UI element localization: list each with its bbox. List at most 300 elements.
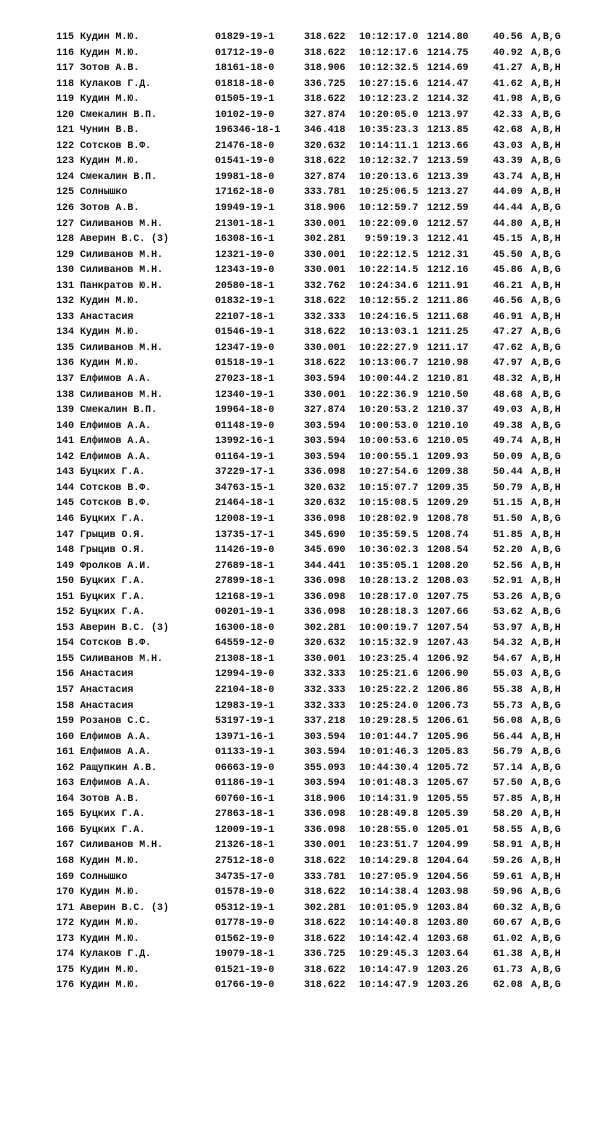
speed-value: 1211.68 <box>427 310 469 322</box>
arrival-time: 10:15:32.9 <box>359 637 419 649</box>
speed-value: 1205.83 <box>427 746 469 758</box>
participant-name: Анастасия <box>80 683 134 695</box>
arrival-time: 10:35:59.5 <box>359 528 419 540</box>
ring-number: 22104-18-0 <box>215 683 275 695</box>
table-row <box>0 651 600 667</box>
class-letters: A,B,G <box>531 46 561 58</box>
arrival-time: 10:00:44.2 <box>359 373 419 385</box>
participant-name: Силиванов М.Н. <box>80 341 163 353</box>
distance-value: 303.594 <box>304 419 346 431</box>
participant-name: Силиванов М.Н. <box>80 839 163 851</box>
speed-value: 1208.54 <box>427 544 469 556</box>
ring-number: 01521-19-0 <box>215 963 275 975</box>
ring-number: 01832-19-1 <box>215 295 275 307</box>
participant-name: Сотсков В.Ф. <box>80 481 152 493</box>
distance-value: 336.725 <box>304 948 346 960</box>
speed-value: 1209.93 <box>427 450 469 462</box>
participant-name: Анастасия <box>80 699 134 711</box>
percent-value: 59.61 <box>493 870 523 882</box>
class-letters: A,B,H <box>531 528 561 540</box>
place-number: 175 <box>56 963 74 975</box>
speed-value: 1208.74 <box>427 528 469 540</box>
distance-value: 303.594 <box>304 730 346 742</box>
participant-name: Елфимов А.А. <box>80 746 152 758</box>
distance-value: 318.622 <box>304 979 346 991</box>
participant-name: Силиванов М.Н. <box>80 217 163 229</box>
place-number: 158 <box>56 699 74 711</box>
class-letters: A,B,G <box>531 746 561 758</box>
arrival-time: 10:01:05.9 <box>359 901 419 913</box>
class-letters: A,B,G <box>531 31 561 42</box>
table-row <box>0 869 600 885</box>
speed-value: 1214.47 <box>427 77 469 89</box>
speed-value: 1203.80 <box>427 917 469 929</box>
percent-value: 41.27 <box>493 62 523 74</box>
participant-name: Анастасия <box>80 668 134 680</box>
ring-number: 16300-18-0 <box>215 621 275 633</box>
class-letters: A,B,G <box>531 295 561 307</box>
place-number: 157 <box>56 683 74 695</box>
percent-value: 56.44 <box>493 730 523 742</box>
participant-name: Грыцив О.Я. <box>80 528 146 540</box>
table-row <box>0 464 600 480</box>
distance-value: 303.594 <box>304 777 346 789</box>
place-number: 170 <box>56 886 74 898</box>
distance-value: 330.001 <box>304 652 346 664</box>
percent-value: 50.79 <box>493 481 523 493</box>
percent-value: 55.03 <box>493 668 523 680</box>
place-number: 152 <box>56 606 74 618</box>
speed-value: 1205.96 <box>427 730 469 742</box>
arrival-time: 10:13:03.1 <box>359 326 419 338</box>
class-letters: A,B,G <box>531 823 561 835</box>
place-number: 155 <box>56 652 74 664</box>
participant-name: Силиванов М.Н. <box>80 652 163 664</box>
ring-number: 27899-18-1 <box>215 575 275 587</box>
arrival-time: 10:28:18.3 <box>359 606 419 618</box>
class-letters: A,B,G <box>531 761 561 773</box>
arrival-time: 10:27:05.9 <box>359 870 419 882</box>
ring-number: 01186-19-1 <box>215 777 275 789</box>
speed-value: 1212.16 <box>427 264 469 276</box>
percent-value: 56.08 <box>493 715 523 727</box>
table-row <box>0 449 600 465</box>
ring-number: 20580-18-1 <box>215 279 275 291</box>
ring-number: 27863-18-1 <box>215 808 275 820</box>
percent-value: 42.33 <box>493 108 523 120</box>
table-row <box>0 698 600 714</box>
participant-name: Сотсков В.Ф. <box>80 139 152 151</box>
table-row <box>0 262 600 278</box>
ring-number: 01562-19-0 <box>215 932 275 944</box>
speed-value: 1203.84 <box>427 901 469 913</box>
table-row <box>0 122 600 138</box>
participant-name: Чунин В.В. <box>80 124 140 136</box>
table-row <box>0 946 600 962</box>
place-number: 173 <box>56 932 74 944</box>
class-letters: A,B,G <box>531 979 561 991</box>
table-row <box>0 806 600 822</box>
place-number: 140 <box>56 419 74 431</box>
table-row <box>0 355 600 371</box>
class-letters: A,B,G <box>531 901 561 913</box>
ring-number: 01829-19-1 <box>215 31 275 42</box>
ring-number: 01712-19-0 <box>215 46 275 58</box>
place-number: 169 <box>56 870 74 882</box>
participant-name: Кудин М.Ю. <box>80 93 140 105</box>
distance-value: 320.632 <box>304 481 346 493</box>
class-letters: A,B,H <box>531 948 561 960</box>
table-row <box>0 573 600 589</box>
ring-number: 01578-19-0 <box>215 886 275 898</box>
participant-name: Кудин М.Ю. <box>80 357 140 369</box>
participant-name: Зотов А.В. <box>80 62 140 74</box>
class-letters: A,B,H <box>531 621 561 633</box>
place-number: 119 <box>56 93 74 105</box>
participant-name: Елфимов А.А. <box>80 730 152 742</box>
percent-value: 44.44 <box>493 202 523 214</box>
place-number: 147 <box>56 528 74 540</box>
percent-value: 53.26 <box>493 590 523 602</box>
distance-value: 333.781 <box>304 186 346 198</box>
ring-number: 12343-19-0 <box>215 264 275 276</box>
ring-number: 18161-18-0 <box>215 62 275 74</box>
place-number: 174 <box>56 948 74 960</box>
class-letters: A,B,H <box>531 170 561 182</box>
distance-value: 303.594 <box>304 450 346 462</box>
arrival-time: 10:24:34.6 <box>359 279 419 291</box>
table-row <box>0 293 600 309</box>
table-row <box>0 480 600 496</box>
distance-value: 346.418 <box>304 124 346 136</box>
distance-value: 302.281 <box>304 901 346 913</box>
participant-name: Кудин М.Ю. <box>80 326 140 338</box>
class-letters: A,B,G <box>531 777 561 789</box>
ring-number: 64559-12-0 <box>215 637 275 649</box>
place-number: 172 <box>56 917 74 929</box>
participant-name: Буцких Г.А. <box>80 466 146 478</box>
percent-value: 55.73 <box>493 699 523 711</box>
participant-name: Елфимов А.А. <box>80 419 152 431</box>
class-letters: A,B,H <box>531 435 561 447</box>
class-letters: A,B,G <box>531 264 561 276</box>
percent-value: 44.80 <box>493 217 523 229</box>
speed-value: 1213.59 <box>427 155 469 167</box>
speed-value: 1210.50 <box>427 388 469 400</box>
speed-value: 1205.01 <box>427 823 469 835</box>
distance-value: 302.281 <box>304 233 346 245</box>
distance-value: 318.622 <box>304 295 346 307</box>
percent-value: 48.68 <box>493 388 523 400</box>
class-letters: A,B,G <box>531 512 561 524</box>
participant-name: Кудин М.Ю. <box>80 932 140 944</box>
place-number: 168 <box>56 854 74 866</box>
percent-value: 57.50 <box>493 777 523 789</box>
table-row <box>0 620 600 636</box>
class-letters: A,B,H <box>531 559 561 571</box>
place-number: 118 <box>56 77 74 89</box>
distance-value: 336.098 <box>304 606 346 618</box>
percent-value: 61.73 <box>493 963 523 975</box>
speed-value: 1212.57 <box>427 217 469 229</box>
place-number: 163 <box>56 777 74 789</box>
ring-number: 21464-18-1 <box>215 497 275 509</box>
class-letters: A,B,H <box>531 808 561 820</box>
ring-number: 12347-19-0 <box>215 341 275 353</box>
arrival-time: 10:12:17.0 <box>359 31 419 42</box>
table-row <box>0 309 600 325</box>
class-letters: A,B,G <box>531 699 561 711</box>
percent-value: 54.67 <box>493 652 523 664</box>
percent-value: 51.50 <box>493 512 523 524</box>
ring-number: 53197-19-1 <box>215 715 275 727</box>
percent-value: 41.98 <box>493 93 523 105</box>
arrival-time: 10:15:07.7 <box>359 481 419 493</box>
class-letters: A,B,G <box>531 590 561 602</box>
speed-value: 1208.78 <box>427 512 469 524</box>
place-number: 148 <box>56 544 74 556</box>
percent-value: 58.55 <box>493 823 523 835</box>
participant-name: Фролков А.И. <box>80 559 152 571</box>
table-row <box>0 527 600 543</box>
distance-value: 303.594 <box>304 435 346 447</box>
table-row <box>0 169 600 185</box>
speed-value: 1205.67 <box>427 777 469 789</box>
ring-number: 01818-18-0 <box>215 77 275 89</box>
place-number: 116 <box>56 46 74 58</box>
place-number: 134 <box>56 326 74 338</box>
arrival-time: 10:25:22.2 <box>359 683 419 695</box>
place-number: 137 <box>56 373 74 385</box>
participant-name: Солнышко <box>80 870 128 882</box>
table-row <box>0 153 600 169</box>
place-number: 142 <box>56 450 74 462</box>
distance-value: 330.001 <box>304 217 346 229</box>
place-number: 132 <box>56 295 74 307</box>
percent-value: 46.56 <box>493 295 523 307</box>
speed-value: 1211.25 <box>427 326 469 338</box>
participant-name: Силиванов М.Н. <box>80 248 163 260</box>
distance-value: 320.632 <box>304 497 346 509</box>
speed-value: 1214.32 <box>427 93 469 105</box>
place-number: 125 <box>56 186 74 198</box>
ring-number: 21326-18-1 <box>215 839 275 851</box>
arrival-time: 10:20:05.0 <box>359 108 419 120</box>
arrival-time: 10:00:19.7 <box>359 621 419 633</box>
arrival-time: 10:22:09.0 <box>359 217 419 229</box>
place-number: 166 <box>56 823 74 835</box>
percent-value: 61.02 <box>493 932 523 944</box>
ring-number: 01505-19-1 <box>215 93 275 105</box>
place-number: 167 <box>56 839 74 851</box>
arrival-time: 10:00:53.6 <box>359 435 419 447</box>
place-number: 121 <box>56 124 74 136</box>
ring-number: 01518-19-1 <box>215 357 275 369</box>
speed-value: 1210.98 <box>427 357 469 369</box>
arrival-time: 10:23:51.7 <box>359 839 419 851</box>
speed-value: 1203.26 <box>427 963 469 975</box>
class-letters: A,B,H <box>531 730 561 742</box>
table-row <box>0 76 600 92</box>
ring-number: 19949-19-1 <box>215 202 275 214</box>
participant-name: Кудин М.Ю. <box>80 46 140 58</box>
speed-value: 1209.29 <box>427 497 469 509</box>
percent-value: 50.44 <box>493 466 523 478</box>
distance-value: 330.001 <box>304 839 346 851</box>
distance-value: 318.906 <box>304 792 346 804</box>
class-letters: A,B,H <box>531 139 561 151</box>
distance-value: 302.281 <box>304 621 346 633</box>
arrival-time: 10:00:53.0 <box>359 419 419 431</box>
participant-name: Солнышко <box>80 186 128 198</box>
distance-value: 318.622 <box>304 326 346 338</box>
arrival-time: 10:00:55.1 <box>359 450 419 462</box>
table-row <box>0 837 600 853</box>
arrival-time: 10:44:30.4 <box>359 761 419 773</box>
place-number: 129 <box>56 248 74 260</box>
table-row <box>0 495 600 511</box>
table-row <box>0 775 600 791</box>
ring-number: 16308-16-1 <box>215 233 275 245</box>
ring-number: 01148-19-0 <box>215 419 275 431</box>
participant-name: Буцких Г.А. <box>80 823 146 835</box>
speed-value: 1213.85 <box>427 124 469 136</box>
arrival-time: 10:24:16.5 <box>359 310 419 322</box>
class-letters: A,B,G <box>531 155 561 167</box>
speed-value: 1213.27 <box>427 186 469 198</box>
percent-value: 53.97 <box>493 621 523 633</box>
percent-value: 46.91 <box>493 310 523 322</box>
percent-value: 58.91 <box>493 839 523 851</box>
percent-value: 60.67 <box>493 917 523 929</box>
participant-name: Анастасия <box>80 310 134 322</box>
place-number: 144 <box>56 481 74 493</box>
table-row <box>0 184 600 200</box>
ring-number: 34735-17-0 <box>215 870 275 882</box>
arrival-time: 10:15:08.5 <box>359 497 419 509</box>
class-letters: A,B,G <box>531 248 561 260</box>
distance-value: 332.333 <box>304 683 346 695</box>
ring-number: 12983-19-1 <box>215 699 275 711</box>
percent-value: 55.38 <box>493 683 523 695</box>
place-number: 143 <box>56 466 74 478</box>
arrival-time: 10:14:40.8 <box>359 917 419 929</box>
percent-value: 50.09 <box>493 450 523 462</box>
percent-value: 42.68 <box>493 124 523 136</box>
table-row <box>0 247 600 263</box>
class-letters: A,B,G <box>531 544 561 556</box>
arrival-time: 10:01:44.7 <box>359 730 419 742</box>
speed-value: 1205.39 <box>427 808 469 820</box>
speed-value: 1212.31 <box>427 248 469 260</box>
speed-value: 1206.90 <box>427 668 469 680</box>
participant-name: Кудин М.Ю. <box>80 963 140 975</box>
arrival-time: 10:28:49.8 <box>359 808 419 820</box>
participant-name: Кудин М.Ю. <box>80 295 140 307</box>
place-number: 128 <box>56 233 74 245</box>
class-letters: A,B,G <box>531 388 561 400</box>
speed-value: 1210.10 <box>427 419 469 431</box>
distance-value: 318.622 <box>304 963 346 975</box>
ring-number: 37229-17-1 <box>215 466 275 478</box>
arrival-time: 9:59:19.3 <box>359 233 419 245</box>
class-letters: A,B,H <box>531 124 561 136</box>
place-number: 156 <box>56 668 74 680</box>
distance-value: 336.098 <box>304 823 346 835</box>
participant-name: Смекалин В.П. <box>80 170 158 182</box>
distance-value: 336.098 <box>304 512 346 524</box>
class-letters: A,B,G <box>531 886 561 898</box>
ring-number: 21476-18-0 <box>215 139 275 151</box>
distance-value: 344.441 <box>304 559 346 571</box>
distance-value: 330.001 <box>304 248 346 260</box>
distance-value: 327.874 <box>304 108 346 120</box>
table-row <box>0 418 600 434</box>
table-row <box>0 340 600 356</box>
ring-number: 13971-16-1 <box>215 730 275 742</box>
percent-value: 54.32 <box>493 637 523 649</box>
ring-number: 01133-19-1 <box>215 746 275 758</box>
place-number: 159 <box>56 715 74 727</box>
percent-value: 51.85 <box>493 528 523 540</box>
percent-value: 49.38 <box>493 419 523 431</box>
ring-number: 27512-18-0 <box>215 854 275 866</box>
speed-value: 1214.69 <box>427 62 469 74</box>
arrival-time: 10:27:15.6 <box>359 77 419 89</box>
table-row <box>0 853 600 869</box>
table-row <box>0 822 600 838</box>
arrival-time: 10:12:17.6 <box>359 46 419 58</box>
speed-value: 1208.20 <box>427 559 469 571</box>
class-letters: A,B,H <box>531 186 561 198</box>
ring-number: 12009-19-1 <box>215 823 275 835</box>
distance-value: 336.098 <box>304 590 346 602</box>
arrival-time: 10:22:14.5 <box>359 264 419 276</box>
speed-value: 1213.97 <box>427 108 469 120</box>
ring-number: 01164-19-1 <box>215 450 275 462</box>
distance-value: 333.781 <box>304 870 346 882</box>
participant-name: Елфимов А.А. <box>80 777 152 789</box>
ring-number: 12994-19-0 <box>215 668 275 680</box>
arrival-time: 10:22:12.5 <box>359 248 419 260</box>
percent-value: 61.38 <box>493 948 523 960</box>
arrival-time: 10:20:13.6 <box>359 170 419 182</box>
class-letters: A,B,H <box>531 217 561 229</box>
class-letters: A,B,G <box>531 963 561 975</box>
ring-number: 12321-19-0 <box>215 248 275 260</box>
speed-value: 1208.03 <box>427 575 469 587</box>
table-row <box>0 402 600 418</box>
table-row <box>0 29 600 45</box>
place-number: 122 <box>56 139 74 151</box>
place-number: 135 <box>56 341 74 353</box>
table-row <box>0 729 600 745</box>
arrival-time: 10:14:47.9 <box>359 963 419 975</box>
distance-value: 336.098 <box>304 808 346 820</box>
ring-number: 12168-19-1 <box>215 590 275 602</box>
class-letters: A,B,H <box>531 652 561 664</box>
distance-value: 327.874 <box>304 170 346 182</box>
class-letters: A,B,H <box>531 233 561 245</box>
distance-value: 330.001 <box>304 264 346 276</box>
speed-value: 1212.41 <box>427 233 469 245</box>
percent-value: 48.32 <box>493 373 523 385</box>
arrival-time: 10:12:32.5 <box>359 62 419 74</box>
ring-number: 34763-15-1 <box>215 481 275 493</box>
place-number: 141 <box>56 435 74 447</box>
table-row <box>0 962 600 978</box>
class-letters: A,B,G <box>531 419 561 431</box>
